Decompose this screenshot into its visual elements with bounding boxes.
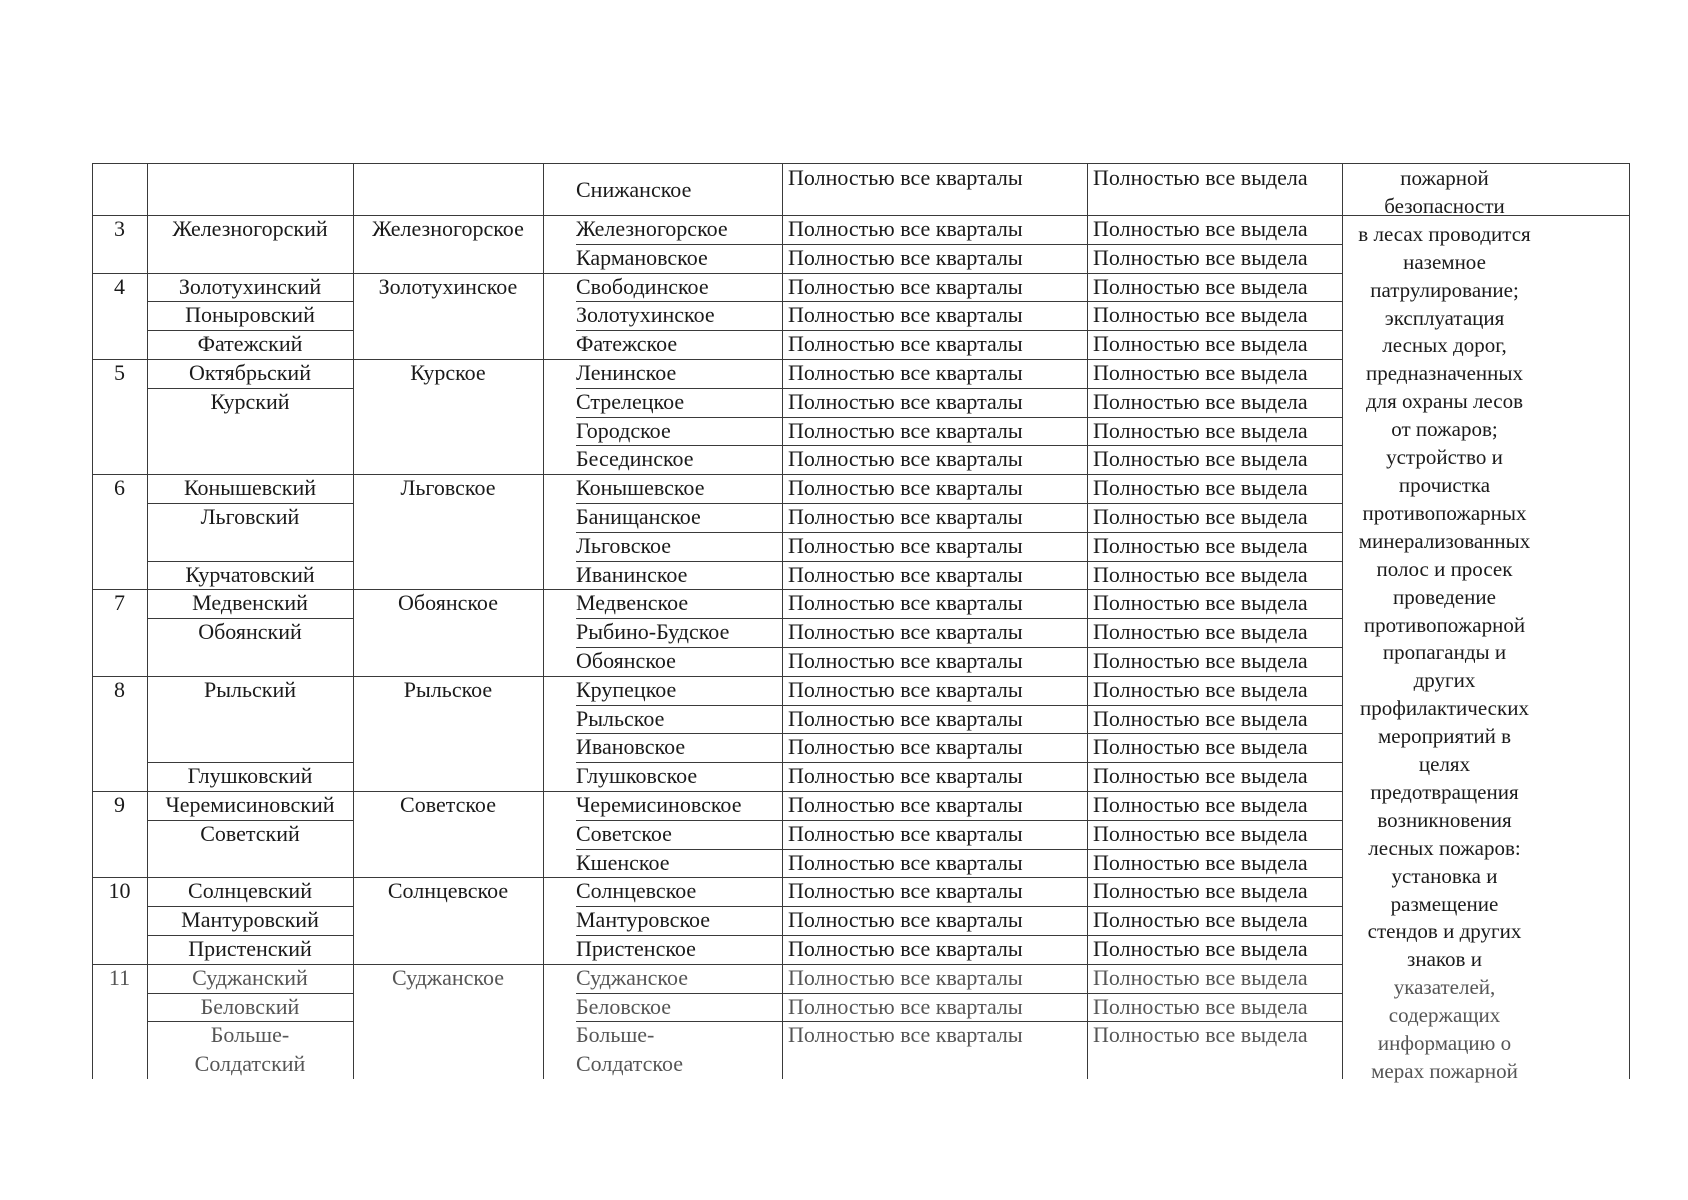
grid-hline (576, 388, 1342, 389)
grid-hline (576, 301, 1342, 302)
row-9-subdivision: Бесединское (576, 446, 694, 472)
row-9-plots: Полностью все выдела (1093, 446, 1308, 472)
grid-hline (147, 561, 353, 562)
row-16-plots: Полностью все выдела (1093, 648, 1308, 673)
row-21-forestry: Советское (400, 792, 496, 817)
grid-vline (1629, 163, 1630, 1079)
measures-line: мероприятий в (1377, 724, 1512, 749)
measures-line: проведение (1393, 584, 1496, 609)
measures-line: информацию о (1377, 1031, 1512, 1056)
row-13-quarters: Полностью все кварталы (788, 561, 1023, 587)
measures-line: безопасности (1384, 193, 1505, 218)
row-3-no: 4 (114, 273, 125, 299)
grid-hline (147, 503, 353, 504)
measures-line: лесных пожаров: (1368, 835, 1521, 860)
grid-vline (1087, 163, 1088, 1079)
row-7-quarters: Полностью все кварталы (788, 388, 1023, 414)
grid-hline (576, 964, 1342, 965)
row-13-district: Курчатовский (185, 561, 315, 587)
row-29-subdivision: Больше- (576, 1022, 655, 1048)
measures-line: в лесах проводится (1358, 221, 1531, 246)
grid-hline (147, 330, 353, 331)
grid-hline (92, 215, 1629, 216)
row-15-plots: Полностью все выдела (1093, 619, 1308, 645)
grid-hline (576, 359, 1342, 360)
measures-line: установка и (1391, 863, 1498, 888)
row-1-subdivision: Железногорское (576, 216, 728, 241)
grid-hline (147, 388, 353, 389)
row-7-subdivision: Стрелецкое (576, 388, 685, 414)
row-15-quarters: Полностью все кварталы (788, 619, 1023, 645)
row-11-plots: Полностью все выдела (1093, 504, 1308, 529)
measures-line: эксплуатация (1384, 305, 1505, 330)
row-27-no: 11 (108, 964, 131, 990)
grid-hline (576, 330, 1342, 331)
row-6-quarters: Полностью все кварталы (788, 360, 1023, 385)
row-3-district: Золотухинский (178, 273, 322, 299)
row-20-quarters: Полностью все кварталы (788, 763, 1023, 789)
row-14-forestry: Обоянское (398, 590, 498, 616)
row-14-quarters: Полностью все кварталы (788, 590, 1023, 616)
measures-line: патрулирование; (1370, 277, 1519, 302)
row-2-quarters: Полностью все кварталы (788, 244, 1023, 270)
grid-hline (576, 589, 1342, 590)
measures-line: пожарной (1400, 166, 1489, 190)
row-1-forestry: Железногорское (372, 216, 524, 241)
grid-hline (147, 820, 353, 821)
row-22-subdivision: Советское (576, 820, 672, 846)
row-18-subdivision: Рыльское (576, 705, 665, 731)
grid-hline (576, 733, 1342, 734)
measures-line: от пожаров; (1391, 417, 1498, 442)
grid-hline (576, 849, 1342, 850)
measures-line: устройство и (1386, 445, 1503, 470)
grid-hline (576, 906, 1342, 907)
row-4-plots: Полностью все выдела (1093, 302, 1308, 328)
grid-hline (576, 935, 1342, 936)
row-10-plots: Полностью все выдела (1093, 475, 1308, 501)
row-12-plots: Полностью все выдела (1093, 532, 1308, 558)
grid-hline (147, 301, 353, 302)
row-17-subdivision: Крупецкое (576, 676, 677, 702)
row-10-district: Конышевский (183, 475, 317, 501)
grid-hline (576, 417, 1342, 418)
row-27-district: Суджанский (192, 964, 308, 990)
row-28-district: Беловский (200, 993, 300, 1019)
row-17-no: 8 (114, 676, 125, 702)
row-14-no: 7 (114, 590, 125, 616)
header-quarters: Полностью все кварталы (788, 165, 1023, 190)
row-6-plots: Полностью все выдела (1093, 360, 1308, 385)
row-24-forestry: Солнцевское (387, 878, 509, 904)
row-30-district: Солдатский (194, 1051, 306, 1077)
grid-hline (147, 993, 353, 994)
grid-hline (576, 820, 1342, 821)
measures-line: предотвращения (1370, 779, 1519, 804)
row-26-quarters: Полностью все кварталы (788, 936, 1023, 961)
grid-hline (576, 993, 1342, 994)
row-5-plots: Полностью все выдела (1093, 331, 1308, 357)
row-14-district: Медвенский (192, 590, 308, 616)
row-3-subdivision: Свободинское (576, 273, 709, 299)
grid-hline (576, 1021, 1342, 1022)
measures-line: указателей, (1393, 975, 1496, 1000)
row-29-district: Больше- (210, 1022, 290, 1048)
measures-line: прочистка (1398, 472, 1491, 497)
row-10-forestry: Льговское (400, 475, 496, 501)
row-16-quarters: Полностью все кварталы (788, 648, 1023, 673)
grid-hline (147, 935, 353, 936)
row-4-quarters: Полностью все кварталы (788, 302, 1023, 328)
row-10-subdivision: Конышевское (576, 475, 705, 501)
row-22-quarters: Полностью все кварталы (788, 820, 1023, 846)
row-15-district: Обоянский (198, 619, 302, 645)
row-5-subdivision: Фатежское (576, 331, 678, 357)
grid-hline (576, 503, 1342, 504)
grid-hline (576, 474, 1342, 475)
row-1-district: Железногорский (172, 216, 328, 241)
row-11-subdivision: Банищанское (576, 504, 701, 529)
row-17-quarters: Полностью все кварталы (788, 676, 1023, 702)
row-28-quarters: Полностью все кварталы (788, 993, 1023, 1019)
measures-line: содержащих (1388, 1003, 1501, 1028)
row-30-quarters (782, 1053, 1087, 1075)
header-plots: Полностью все выдела (1093, 165, 1308, 190)
row-23-plots: Полностью все выдела (1093, 849, 1308, 875)
row-3-forestry: Золотухинское (378, 273, 518, 299)
grid-hline (576, 705, 1342, 706)
row-28-plots: Полностью все выдела (1093, 993, 1308, 1019)
row-9-quarters: Полностью все кварталы (788, 446, 1023, 472)
row-14-plots: Полностью все выдела (1093, 590, 1308, 616)
row-29-plots: Полностью все выдела (1093, 1022, 1308, 1048)
row-27-subdivision: Суджанское (576, 964, 689, 990)
row-28-subdivision: Беловское (576, 993, 672, 1019)
row-6-forestry: Курское (410, 360, 486, 385)
measures-line: целях (1418, 752, 1471, 777)
row-20-district: Глушковский (187, 763, 313, 789)
grid-vline (147, 163, 148, 1079)
row-24-no: 10 (108, 878, 131, 904)
row-20-subdivision: Глушковское (576, 763, 698, 789)
measures-line: предназначенных (1365, 361, 1523, 386)
row-26-district: Пристенский (188, 936, 312, 961)
row-8-plots: Полностью все выдела (1093, 417, 1308, 443)
measures-line: знаков и (1407, 947, 1482, 972)
row-10-no: 6 (114, 475, 125, 501)
grid-vline (782, 163, 783, 1079)
row-17-plots: Полностью все выдела (1093, 676, 1308, 702)
grid-hline (576, 273, 1342, 274)
row-5-quarters: Полностью все кварталы (788, 331, 1023, 357)
grid-hline (147, 1021, 353, 1022)
row-19-subdivision: Ивановское (576, 734, 686, 760)
grid-vline (353, 163, 354, 1079)
row-7-district: Курский (210, 388, 290, 414)
row-16-subdivision: Обоянское (576, 648, 676, 673)
row-17-district: Рыльский (203, 676, 297, 702)
row-6-subdivision: Ленинское (576, 360, 677, 385)
row-23-subdivision: Кшенское (576, 849, 670, 875)
row-5-district: Фатежский (197, 331, 303, 357)
row-2-plots: Полностью все выдела (1093, 244, 1308, 270)
row-21-quarters: Полностью все кварталы (788, 792, 1023, 817)
measures-line: лесных дорог, (1382, 333, 1507, 358)
row-29-quarters: Полностью все кварталы (788, 1022, 1023, 1048)
row-24-district: Солнцевский (188, 878, 312, 904)
row-22-plots: Полностью все выдела (1093, 820, 1308, 846)
grid-hline (576, 762, 1342, 763)
row-14-subdivision: Медвенское (576, 590, 689, 616)
row-13-plots: Полностью все выдела (1093, 561, 1308, 587)
row-27-quarters: Полностью все кварталы (788, 964, 1023, 990)
row-3-plots: Полностью все выдела (1093, 273, 1308, 299)
row-1-plots: Полностью все выдела (1093, 216, 1308, 241)
row-25-plots: Полностью все выдела (1093, 907, 1308, 933)
grid-hline (576, 532, 1342, 533)
row-21-plots: Полностью все выдела (1093, 792, 1308, 817)
row-18-plots: Полностью все выдела (1093, 705, 1308, 731)
row-4-subdivision: Золотухинское (576, 302, 715, 328)
measures-line: размещение (1390, 891, 1499, 916)
row-18-quarters: Полностью все кварталы (788, 705, 1023, 731)
fire-safety-measures-text (1342, 165, 1547, 1086)
measures-line: пропаганды и (1382, 640, 1507, 665)
grid-hline (576, 676, 1342, 677)
row-17-forestry: Рыльское (403, 676, 493, 702)
row-22-district: Советский (200, 820, 300, 846)
row-30-subdivision: Солдатское (576, 1051, 684, 1077)
grid-hline (576, 647, 1342, 648)
forest-fire-measures-table (92, 163, 1629, 1091)
grid-hline (576, 791, 1342, 792)
measures-line: для охраны лесов (1365, 389, 1524, 414)
measures-line: мерах пожарной (1371, 1059, 1518, 1083)
row-27-plots: Полностью все выдела (1093, 964, 1308, 990)
row-21-no: 9 (114, 792, 125, 817)
row-11-quarters: Полностью все кварталы (788, 504, 1023, 529)
measures-line: минерализованных (1358, 528, 1531, 553)
row-24-quarters: Полностью все кварталы (788, 878, 1023, 904)
row-25-district: Мантуровский (181, 907, 319, 933)
row-24-plots: Полностью все выдела (1093, 878, 1308, 904)
row-25-quarters: Полностью все кварталы (788, 907, 1023, 933)
row-21-district: Черемисиновский (165, 792, 335, 817)
measures-line: стендов и других (1367, 919, 1522, 944)
grid-hline (147, 762, 353, 763)
row-1-quarters: Полностью все кварталы (788, 216, 1023, 241)
row-26-plots: Полностью все выдела (1093, 936, 1308, 961)
row-26-subdivision: Пристенское (576, 936, 696, 961)
row-10-quarters: Полностью все кварталы (788, 475, 1023, 501)
measures-line: противопожарных (1362, 500, 1527, 525)
grid-hline (576, 561, 1342, 562)
measures-line: противопожарной (1363, 612, 1526, 637)
row-4-district: Поныровский (185, 302, 315, 328)
row-27-forestry: Суджанское (391, 964, 505, 990)
row-11-district: Льговский (200, 504, 300, 529)
row-12-subdivision: Льговское (576, 532, 672, 558)
grid-vline (543, 163, 544, 1079)
row-30-plots (1087, 1053, 1372, 1075)
header-subdivision: Снижанское (576, 177, 692, 202)
grid-vline (92, 163, 93, 1079)
row-23-quarters: Полностью все кварталы (788, 849, 1023, 875)
row-7-plots: Полностью все выдела (1093, 388, 1308, 414)
row-8-subdivision: Городское (576, 417, 671, 443)
grid-hline (576, 445, 1342, 446)
row-25-subdivision: Мантуровское (576, 907, 711, 933)
grid-hline (92, 163, 1629, 164)
row-20-plots: Полностью все выдела (1093, 763, 1308, 789)
grid-hline (147, 906, 353, 907)
grid-hline (576, 618, 1342, 619)
row-6-district: Октябрьский (189, 360, 311, 385)
grid-hline (576, 244, 1342, 245)
row-13-subdivision: Иванинское (576, 561, 688, 587)
row-3-quarters: Полностью все кварталы (788, 273, 1023, 299)
grid-hline (576, 877, 1342, 878)
grid-vline (1342, 163, 1343, 1079)
row-19-plots: Полностью все выдела (1093, 734, 1308, 760)
row-21-subdivision: Черемисиновское (576, 792, 742, 817)
grid-hline (147, 618, 353, 619)
measures-line: других (1413, 668, 1476, 693)
measures-line: возникновения (1377, 807, 1512, 832)
row-15-subdivision: Рыбино-Будское (576, 619, 730, 645)
measures-line: наземное (1403, 249, 1486, 274)
row-24-subdivision: Солнцевское (576, 878, 697, 904)
row-2-subdivision: Кармановское (576, 244, 708, 270)
measures-line: полос и просек (1376, 556, 1513, 581)
measures-line: профилактических (1360, 696, 1529, 721)
row-19-quarters: Полностью все кварталы (788, 734, 1023, 760)
row-1-no: 3 (114, 216, 125, 241)
row-12-quarters: Полностью все кварталы (788, 532, 1023, 558)
row-6-no: 5 (114, 360, 125, 385)
row-8-quarters: Полностью все кварталы (788, 417, 1023, 443)
